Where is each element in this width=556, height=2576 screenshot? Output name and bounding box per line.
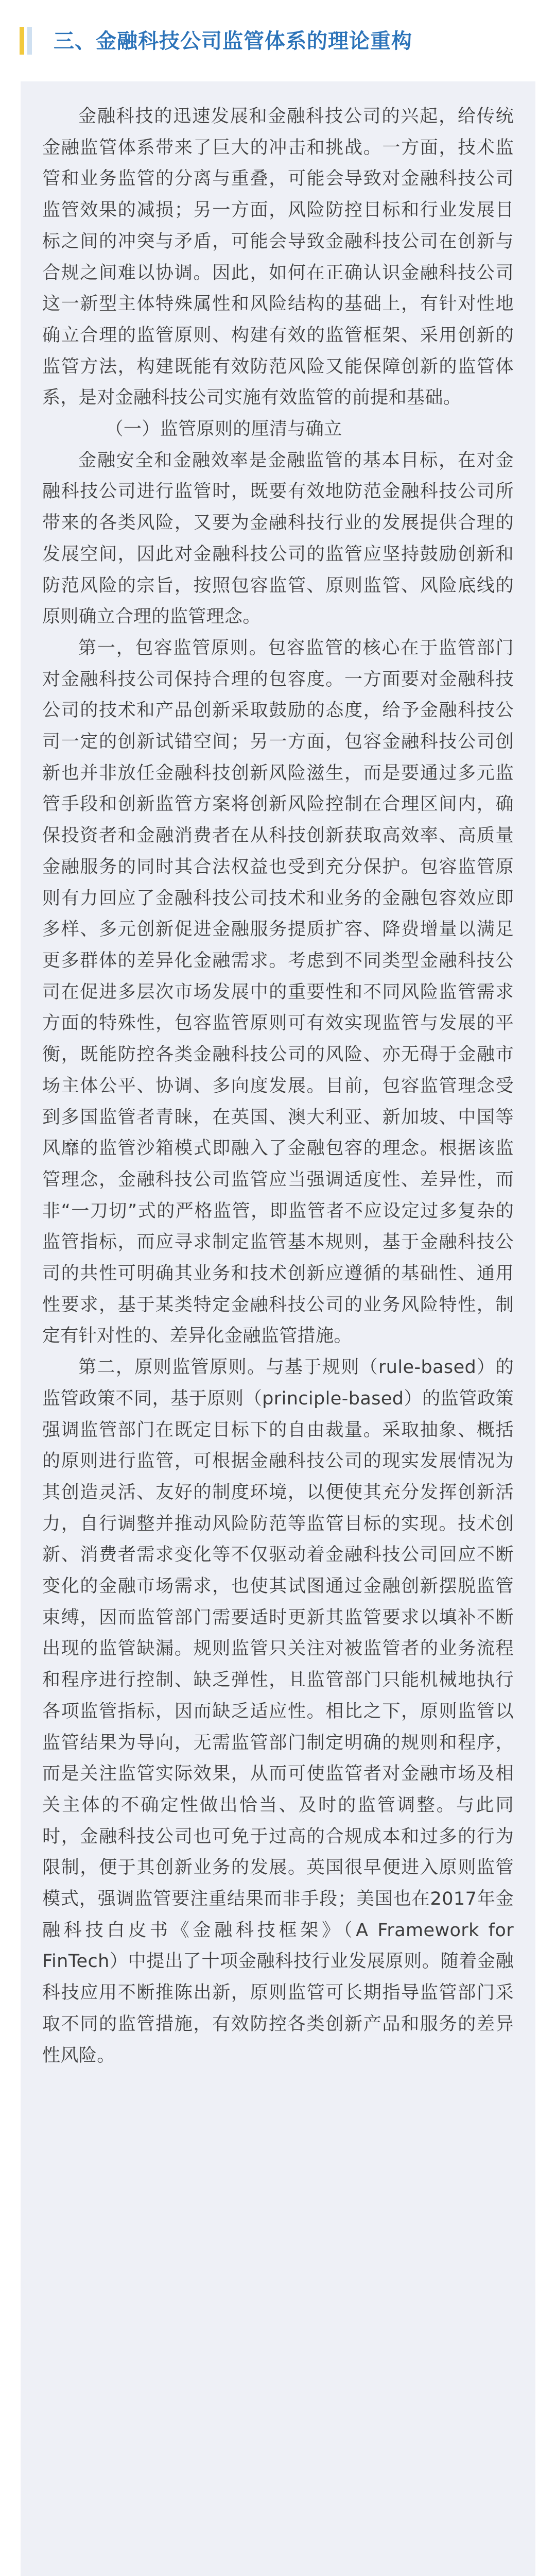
marker-yellow-bar (20, 27, 24, 55)
paragraph-inclusive-regulation: 第一，包容监管原则。包容监管的核心在于监管部门对金融科技公司保持合理的包容度。一方面要对金融科技公司的技术和产品创新采取鼓励的态度，给予金融科技公司一定的创新试错空间；另一方面，包容金融科技公司创新也并非放任金融科技创新风险滋生，而是要通过多元监管手段和创新监管方案将创新风险控制在合理区间内，确保投资者和金融消费者在从科技创新获取高效率、高质量金融服务的同时其合法权益也受到充分保护。包容监管原则有力回应了金融科技公司技术和业务的金融包容效应即多样、多元创新促进金融服务提质扩容、降费增量以满足更多群体的差异化金融需求。考虑到不同类型金融科技公司在促进多层次市场发展中的重要性和不同风险监管需求方面的特殊性，包容监管原则可有效实现监管与发展的平衡，既能防控各类金融科技公司的风险、亦无碍于金融市场主体公平、协调、多向度发展。目前，包容监管理念受到多国监管者青睐，在英国、澳大利亚、新加坡、中国等风靡的监管沙箱模式即融入了金融包容的理念。根据该监管理念，金融科技公司监管应当强调适度性、差异性，而非“一刀切”式的严格监管，即监管者不应设定过多复杂的监管指标，而应寻求制定监管基本规则，基于金融科技公司的共性可明确其业务和技术创新应遵循的基础性、通用性要求，基于某类特定金融科技公司的业务风险特性，制定有针对性的、差异化金融监管措施。 (42, 637, 514, 1347)
marker-blue-bar (27, 27, 32, 55)
section-marker-icon (20, 27, 37, 55)
section-title: 三、金融科技公司监管体系的理论重构 (54, 29, 412, 53)
paragraph-intro: 金融科技的迅速发展和金融科技公司的兴起，给传统金融监管体系带来了巨大的冲击和挑战。一方面，技术监管和业务监管的分离与重叠，可能会导致对金融科技公司监管效果的减损；另一方面，风险防控目标和行业发展目标之间的冲突与矛盾，可能会导致金融科技公司在创新与合规之间难以协调。因此，如何在正确认识金融科技公司这一新型主体特殊属性和风险结构的基础上，有针对性地确立合理的监管原则、构建有效的监管框架、采用创新的监管方法，构建既能有效防范风险又能保障创新的监管体系，是对金融科技公司实施有效监管的前提和基础。 (42, 106, 514, 409)
article-body (21, 81, 535, 2576)
paragraph-principle-regulation: 第二，原则监管原则。与基于规则（rule-based）的监管政策不同，基于原则（principle-based）的监管政策强调监管部门在既定目标下的自由裁量。采取抽象、概括的原则进行监管，可根据金融科技公司的现实发展情况为其创造灵活、友好的制度环境，以便使其充分发挥创新活力，自行调整并推动风险防范等监管目标的实现。技术创新、消费者需求变化等不仅驱动着金融科技公司回应不断变化的金融市场需求，也使其试图通过金融创新摆脱监管束缚，因而监管部门需要适时更新其监管要求以填补不断出现的监管缺漏。规则监管只关注对被监管者的业务流程和程序进行控制、缺乏弹性，且监管部门只能机械地执行各项监管指标，因而缺乏适应性。相比之下，原则监管以监管结果为导向，无需监管部门制定明确的规则和程序，而是关注监管实际效果，从而可使监管者对金融市场及相关主体的不确定性做出恰当、及时的监管调整。与此同时，金融科技公司也可免于过高的合规成本和过多的行为限制，便于其创新业务的发展。英国很早便进入原则监管模式，强调监管要注重结果而非手段；美国也在2017年金融科技白皮书《金融科技框架》（A Framework for FinTech）中提出了十项金融科技行业发展原则。随着金融科技应用不断推陈出新，原则监管可长期指导监管部门采取不同的监管措施，有效防控各类创新产品和服务的差异性风险。 (42, 1357, 514, 2066)
section-header (0, 0, 556, 81)
paragraph-principles-overview: 金融安全和金融效率是金融监管的基本目标，在对金融科技公司进行监管时，既要有效地防范金融科技公司所带来的各类风险，又要为金融科技行业的发展提供合理的发展空间，因此对金融科技公司的监管应坚持鼓励创新和防范风险的宗旨，按照包容监管、原则监管、风险底线的原则确立合理的监管理念。 (42, 450, 514, 628)
subsection-heading: （一）监管原则的厘清与确立 (105, 419, 342, 440)
